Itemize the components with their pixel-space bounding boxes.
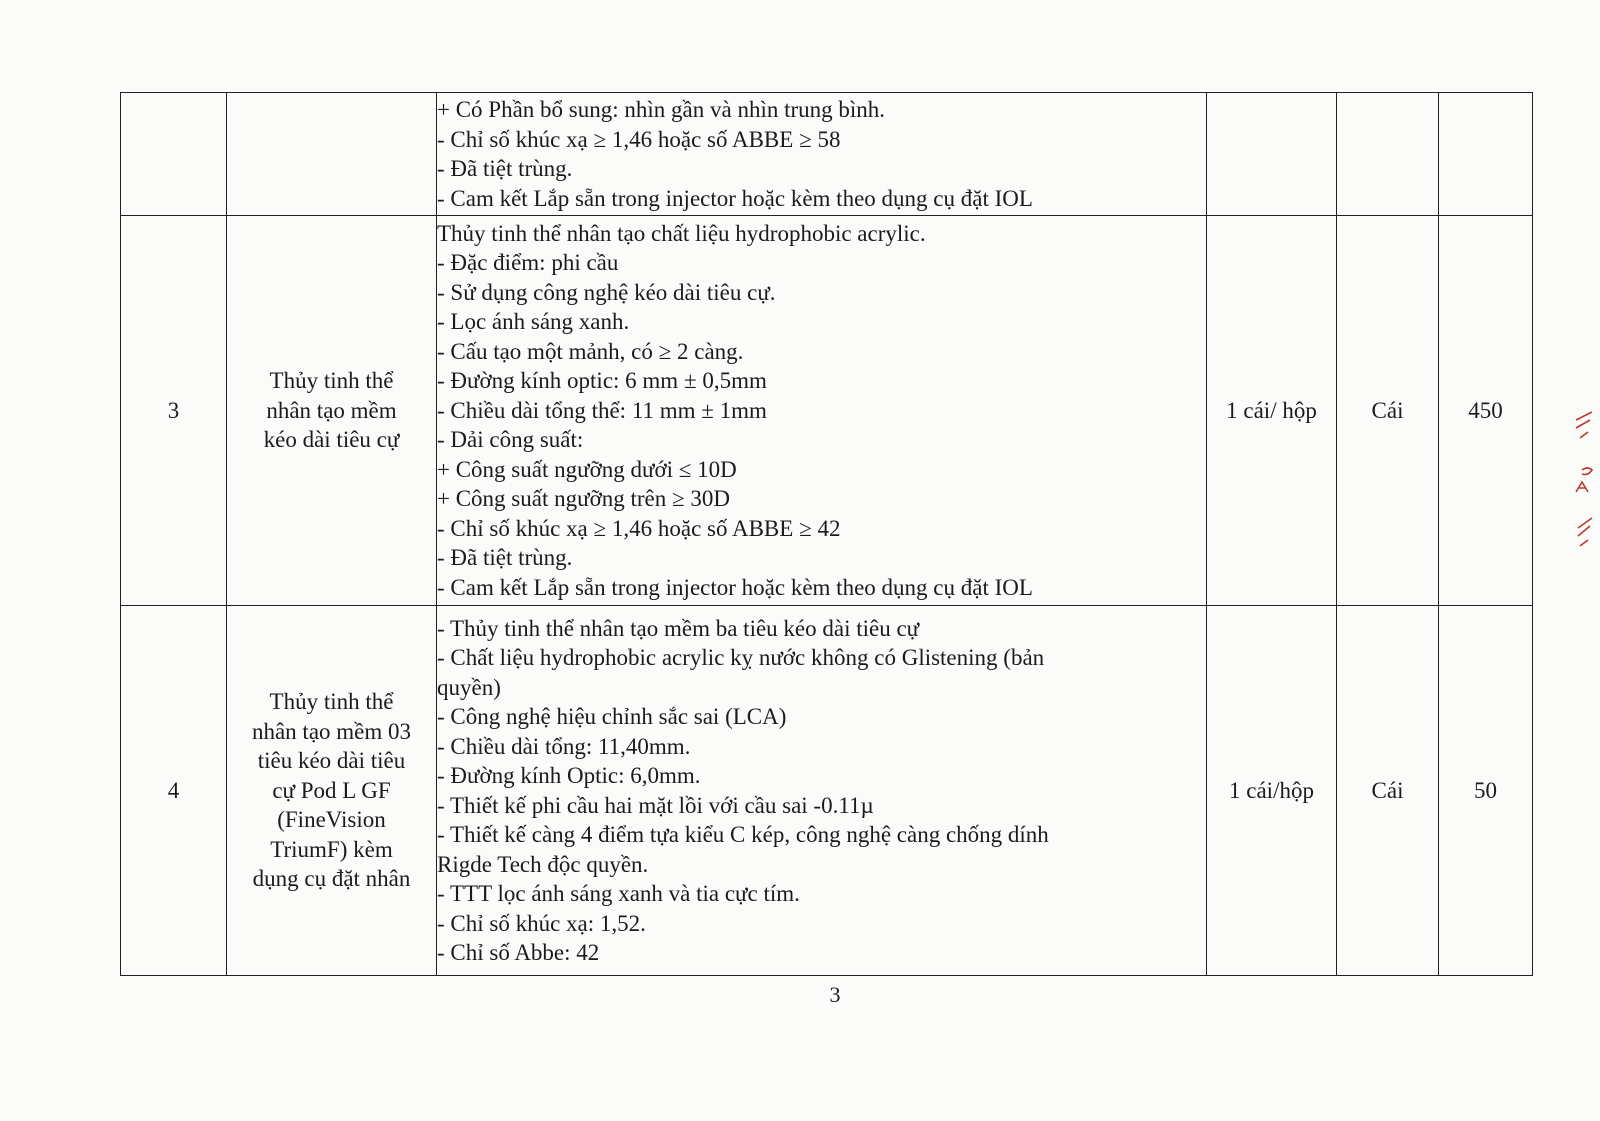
description-line: - Chỉ số khúc xạ ≥ 1,46 hoặc số ABBE ≥ 42 [437, 515, 841, 541]
description-line: - Chỉ số khúc xạ ≥ 1,46 hoặc số ABBE ≥ 58 [437, 126, 841, 152]
product-name [227, 93, 437, 216]
description-line: - Cam kết Lắp sẵn trong injector hoặc kèm theo dụng cụ đặt IOL [437, 574, 1033, 600]
description-line: - Sử dụng công nghệ kéo dài tiêu cự. [437, 279, 776, 305]
description-line: - Chiều dài tổng: 11,40mm. [437, 733, 691, 759]
product-name-line: nhân tạo mềm 03 [251, 718, 412, 744]
page-number: 3 [829, 982, 841, 1007]
description-line: - Cam kết Lắp sẵn trong injector hoặc kèm theo dụng cụ đặt IOL [437, 185, 1033, 211]
row-number: 3 [121, 216, 227, 606]
description-line: + Công suất ngưỡng trên ≥ 30D [437, 486, 730, 512]
description-line: quyền) [437, 674, 501, 700]
description-line: - Công nghệ hiệu chỉnh sắc sai (LCA) [437, 704, 787, 729]
description-line: Rigde Tech độc quyền. [437, 851, 649, 877]
description-line: - Dải công suất: [437, 427, 584, 453]
description-line: - Chiều dài tổng thể: 11 mm ± 1mm [437, 397, 767, 423]
product-description [437, 606, 1207, 976]
description-line: + Có Phần bổ sung: nhìn gần và nhìn trung bình. [437, 97, 886, 122]
product-spec-table [120, 92, 1533, 976]
product-name-line: Thủy tinh thể [269, 689, 394, 715]
product-name-line: tiêu kéo dài tiêu [257, 748, 406, 774]
description-line: - Đặc điểm: phi cầu [437, 250, 619, 276]
row-number: 4 [121, 606, 227, 976]
product-name-line: kéo dài tiêu cự [263, 427, 400, 453]
description-line: - Đường kính Optic: 6,0mm. [437, 763, 701, 788]
stamp-mark [1572, 410, 1598, 560]
description-line: - Thiết kế phi cầu hai mặt lồi với cầu sai -0.11µ [437, 792, 874, 818]
description-line: - Thiết kế càng 4 điểm tựa kiểu C kép, công nghệ càng chống dính [437, 822, 1049, 847]
product-description [437, 93, 1207, 216]
description-line: - Lọc ánh sáng xanh. [437, 309, 630, 335]
table-row [121, 93, 1533, 216]
quantity: 450 [1439, 216, 1533, 606]
packaging: 1 cái/hộp [1207, 606, 1337, 976]
quantity: 50 [1439, 606, 1533, 976]
product-name-line: Thủy tinh thể [269, 368, 394, 394]
quantity [1439, 93, 1533, 216]
unit [1337, 93, 1439, 216]
product-description [437, 216, 1207, 606]
product-name-line: TriumF) kèm [270, 836, 393, 862]
description-line: - TTT lọc ánh sáng xanh và tia cực tím. [437, 881, 800, 906]
product-name [227, 606, 437, 976]
description-line: - Cấu tạo một mảnh, có ≥ 2 càng. [437, 338, 744, 364]
description-line: - Đã tiệt trùng. [437, 156, 573, 181]
description-line: - Chỉ số Abbe: 42 [437, 940, 600, 965]
unit: Cái [1337, 606, 1439, 976]
description-line: - Chỉ số khúc xạ: 1,52. [437, 910, 646, 936]
description-line: Thủy tinh thể nhân tạo chất liệu hydrophobic acrylic. [437, 220, 926, 246]
product-name-line: (FineVision [277, 807, 386, 833]
product-name-line: dụng cụ đặt nhân [252, 866, 411, 892]
description-line: - Đã tiệt trùng. [437, 545, 573, 571]
description-line: - Chất liệu hydrophobic acrylic kỵ nước không có Glistening (bản [437, 645, 1045, 670]
product-name-line: nhân tạo mềm [266, 397, 397, 423]
packaging: 1 cái/ hộp [1207, 216, 1337, 606]
description-line: + Công suất ngưỡng dưới ≤ 10D [437, 456, 737, 482]
unit: Cái [1337, 216, 1439, 606]
product-name [227, 216, 437, 606]
table-row [121, 606, 1533, 976]
packaging [1207, 93, 1337, 216]
product-name-line: cự Pod L GF [272, 777, 391, 803]
table-row [121, 216, 1533, 606]
row-number [121, 93, 227, 216]
description-line: - Đường kính optic: 6 mm ± 0,5mm [437, 368, 767, 394]
description-line: - Thủy tinh thể nhân tạo mềm ba tiêu kéo dài tiêu cự [437, 615, 920, 641]
